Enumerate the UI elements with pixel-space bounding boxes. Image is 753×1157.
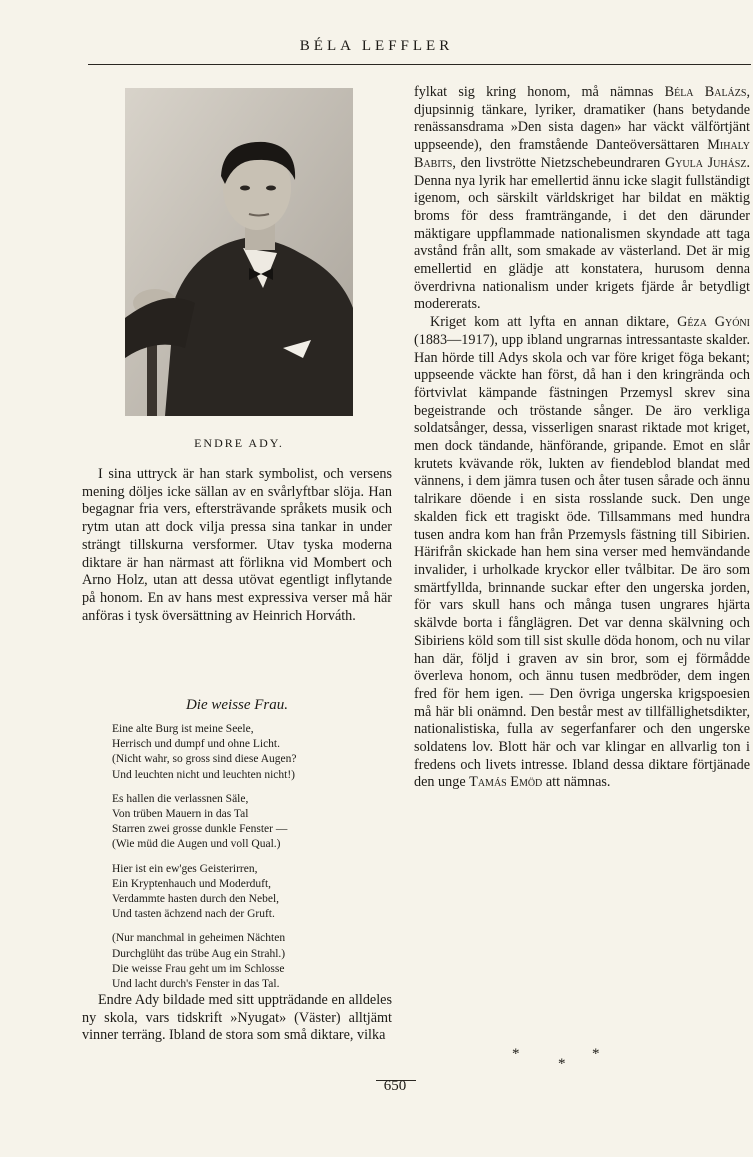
- body-paragraph: Endre Ady bildade med sitt uppträdande en alldeles ny skola, vars tidskrift »Nyugat» (Väster) alltjämt vinner terräng. Ibland de stora som små diktare, vilka: [82, 992, 392, 1044]
- body-paragraph: [414, 314, 750, 792]
- running-header: BÉLA LEFFLER: [299, 38, 454, 54]
- text-run: , djupsinnig tänkare, lyriker, dramatiker (hans betydande renässansdrama »Den sista dagen» har väckt välförtjänt uppseende), den framstående Danteöversättaren: [414, 84, 750, 154]
- text-run: (1883—1917), upp ibland ungrarnas intressantaste skalder. Han hörde till Adys skola och var före kriget föga bekant; uppseende väckte han först, då han i den kringrända och förtvivlat kämpande fästningen Przemysl skrev sina begeistrande och tröstande sånger. De äro verkliga soldatsånger, dessa, visserligen snarast riktade mot kriget, men dock tändande, hänförande, gripande. Emot en slår krutets kvävande rök, lukten av fiendeblod blandat med vännens, i dem jämra tusen och åter tusen sårade och ännu talrikare döende i en sista rosslande suck. Den unge skalden fick ett tragiskt öde. Tillsammans med hundra tusen andra kom han från Przemysls fästning till Sibirien. Härifrån skickade han hem sina verser med hemvändande invalider, i urholkade kryckor eller tvålbitar. De äro som smärtfyllda, brinnande suckar efter den ungerska jorden, för vars skull hans och många tusen ungrares hjärta skälvde borta i fånglägren. Det var denna skälvning och Sibiriens köld som till sist skulle döda honom, och nu vilar han där, följd i graven av sin bror, som ej förmådde överleva honom, och ännu tusen medbröder, dem ingen fred för hem igen. — Den övriga ungerska krigspoesien må här bli onämnd. Den består mest av tillfällighetsdikter, nationalistiska, fulla av segerfanfarer och den ungerske soldatens lov. Blott här och var klingar en allvarlig ton i fredens och livets intresse. Ibland dessa diktare förtjänade den unge: [414, 331, 750, 791]
- poem-stanza: [112, 792, 392, 853]
- text-run: fylkat sig kring honom, må nämnas: [414, 84, 665, 100]
- portrait-photo: [125, 88, 353, 416]
- poem-line: Ein Kryptenhauch und Moderduft,: [112, 877, 272, 890]
- person-name: Tamás Emöd: [469, 774, 543, 791]
- person-name: Mihaly Babits: [414, 137, 750, 171]
- poem-line: (Wie müd die Augen und voll Qual.): [112, 838, 281, 851]
- poem-title: Die weisse Frau.: [185, 697, 289, 713]
- poem-line: (Nur manchmal in geheimen Nächten: [112, 932, 286, 945]
- text-run: att nämnas.: [542, 774, 611, 791]
- text-run: . Denna nya lyrik har emellertid ännu icke slagit fullständigt igenom, och särskilt världskriget har bildat en mäktig broms för dess framträngande, i det den därunder mäktigare uppflammade nationalismen skyndade att taga avstånd från allt, som smakade av västerland. Det är mig emellertid en glädje att konstatera, hurusom denna överdrivna nationalism under krigets fjärde år betydligt modererats.: [414, 154, 750, 313]
- poem-line: Die weisse Frau geht um im Schlosse: [112, 962, 285, 975]
- poem-line: Starren zwei grosse dunkle Fenster —: [112, 823, 288, 836]
- poem-stanza: [112, 722, 392, 783]
- asterisk: *: [512, 1046, 520, 1062]
- body-paragraph: [414, 84, 750, 314]
- right-column-text: [414, 84, 750, 792]
- poem-line: Es hallen die verlassnen Säle,: [112, 792, 249, 805]
- poem-line: Durchglüht das trübe Aug ein Strahl.): [112, 947, 286, 960]
- poem-line: Hier ist ein ew'ges Geisterirren,: [112, 862, 258, 875]
- left-column-continuation: [82, 992, 392, 1045]
- photo-caption: ENDRE ADY.: [194, 436, 284, 450]
- poem: [112, 722, 392, 1001]
- portrait-illustration: [125, 88, 353, 416]
- person-name: Béla Balázs: [664, 84, 747, 100]
- body-paragraph: I sina uttryck är han stark symbolist, och versens mening döljes icke sällan av en svårlyftbar slöja. Han begagnar fria vers, eftersträvande språkets musik och rytm utan att dock vilja pressa sina tankar in under strängt tillskurna versformer. Utav tyska moderna diktare är han närmast att förlikna vid Mombert och Arno Holz, utan att dessa utövat egentligt inflytande på honom. En av hans mest expressiva verser må här anföras i tysk översättning av Heinrich Horváth.: [82, 466, 392, 624]
- asterisk: *: [592, 1046, 600, 1062]
- text-run: Kriget kom att lyfta en annan diktare,: [430, 314, 678, 331]
- person-name: Gyula Juhász: [664, 154, 747, 171]
- text-run: , den livströtte Nietzschebeundraren: [452, 154, 665, 171]
- poem-line: Verdammte hasten durch den Nebel,: [112, 893, 280, 906]
- page-number: 650: [383, 1078, 407, 1094]
- person-name: Géza Gyóni: [677, 314, 750, 331]
- poem-stanza: [112, 862, 392, 923]
- poem-line: Eine alte Burg ist meine Seele,: [112, 723, 254, 735]
- poem-line: Und leuchten nicht und leuchten nicht!): [112, 768, 295, 781]
- header-rule: [88, 64, 751, 65]
- left-column-text: [82, 466, 392, 625]
- poem-line: Von trüben Mauern in das Tal: [112, 808, 249, 821]
- poem-line: (Nicht wahr, so gross sind diese Augen?: [112, 753, 297, 766]
- poem-line: Und tasten ächzend nach der Gruft.: [112, 908, 275, 921]
- poem-line: Herrisch und dumpf und ohne Licht.: [112, 738, 280, 751]
- poem-stanza: [112, 931, 392, 992]
- poem-line: Und lacht durch's Fenster in das Tal.: [112, 978, 280, 991]
- asterisk: *: [558, 1056, 566, 1072]
